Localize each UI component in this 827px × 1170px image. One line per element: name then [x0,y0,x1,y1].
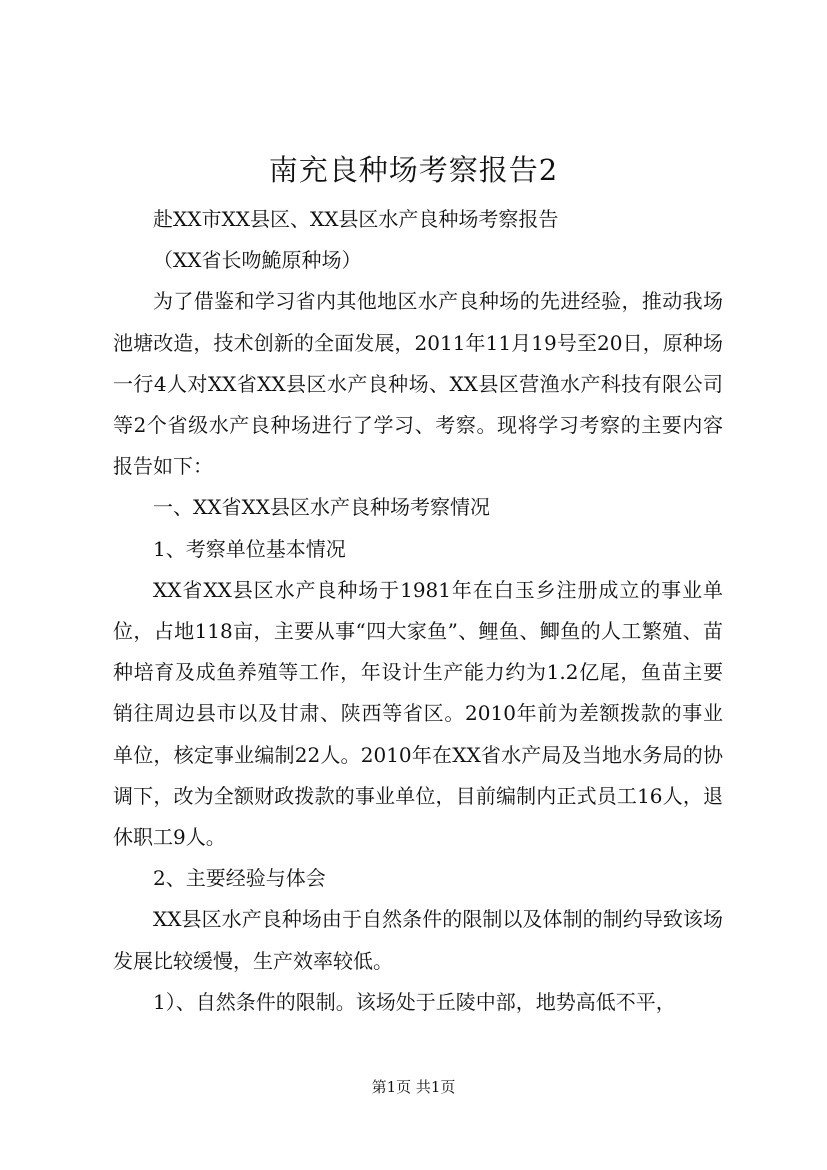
paragraph: XX省XX县区水产良种场于1981年在白玉乡注册成立的事业单位，占地118亩，主要从事“四大家鱼”、鲤鱼、鲫鱼的人工繁殖、苗种培育及成鱼养殖等工作，年设计生产能力约为1.2亿尾，鱼苗主要销往周边县市以及甘肃、陕西等省区。2010年前为差额拨款的事业单位，核定事业编制22人。2010年在XX省水产局及当地水务局的协调下，改为全额财政拨款的事业单位，目前编制内正式员工16人，退休职工9人。 [113,577,723,850]
paragraph: XX县区水产良种场由于自然条件的限制以及体制的制约导致该场发展比较缓慢，生产效率较低。 [113,907,723,973]
paragraph: 1）、自然条件的限制。该场处于丘陵中部，地势高低不平， [153,989,676,1014]
document-body [113,199,723,1023]
subsection-heading: 2、主要经验与体会 [153,866,326,891]
document-title: 南充良种场考察报告2 [268,153,559,187]
page-footer: 第1页 共1页 [371,1078,456,1096]
section-heading: 一、XX省XX县区水产良种场考察情况 [153,495,490,520]
paragraph: 赴XX市XX县区、XX县区水产良种场考察报告 [153,207,559,231]
subsection-heading: 1、考察单位基本情况 [153,536,346,561]
paragraph: （XX省长吻鮠原种场） [153,248,362,273]
paragraph: 为了借鉴和学习省内其他地区水产良种场的先进经验，推动我场池塘改造，技术创新的全面发展，2011年11月19号至20日，原种场一行4人对XX省XX县区水产良种场、XX县区营渔水产科技有限公司等2个省级水产良种场进行了学习、考察。现将学习考察的主要内容报告如下： [113,289,723,479]
